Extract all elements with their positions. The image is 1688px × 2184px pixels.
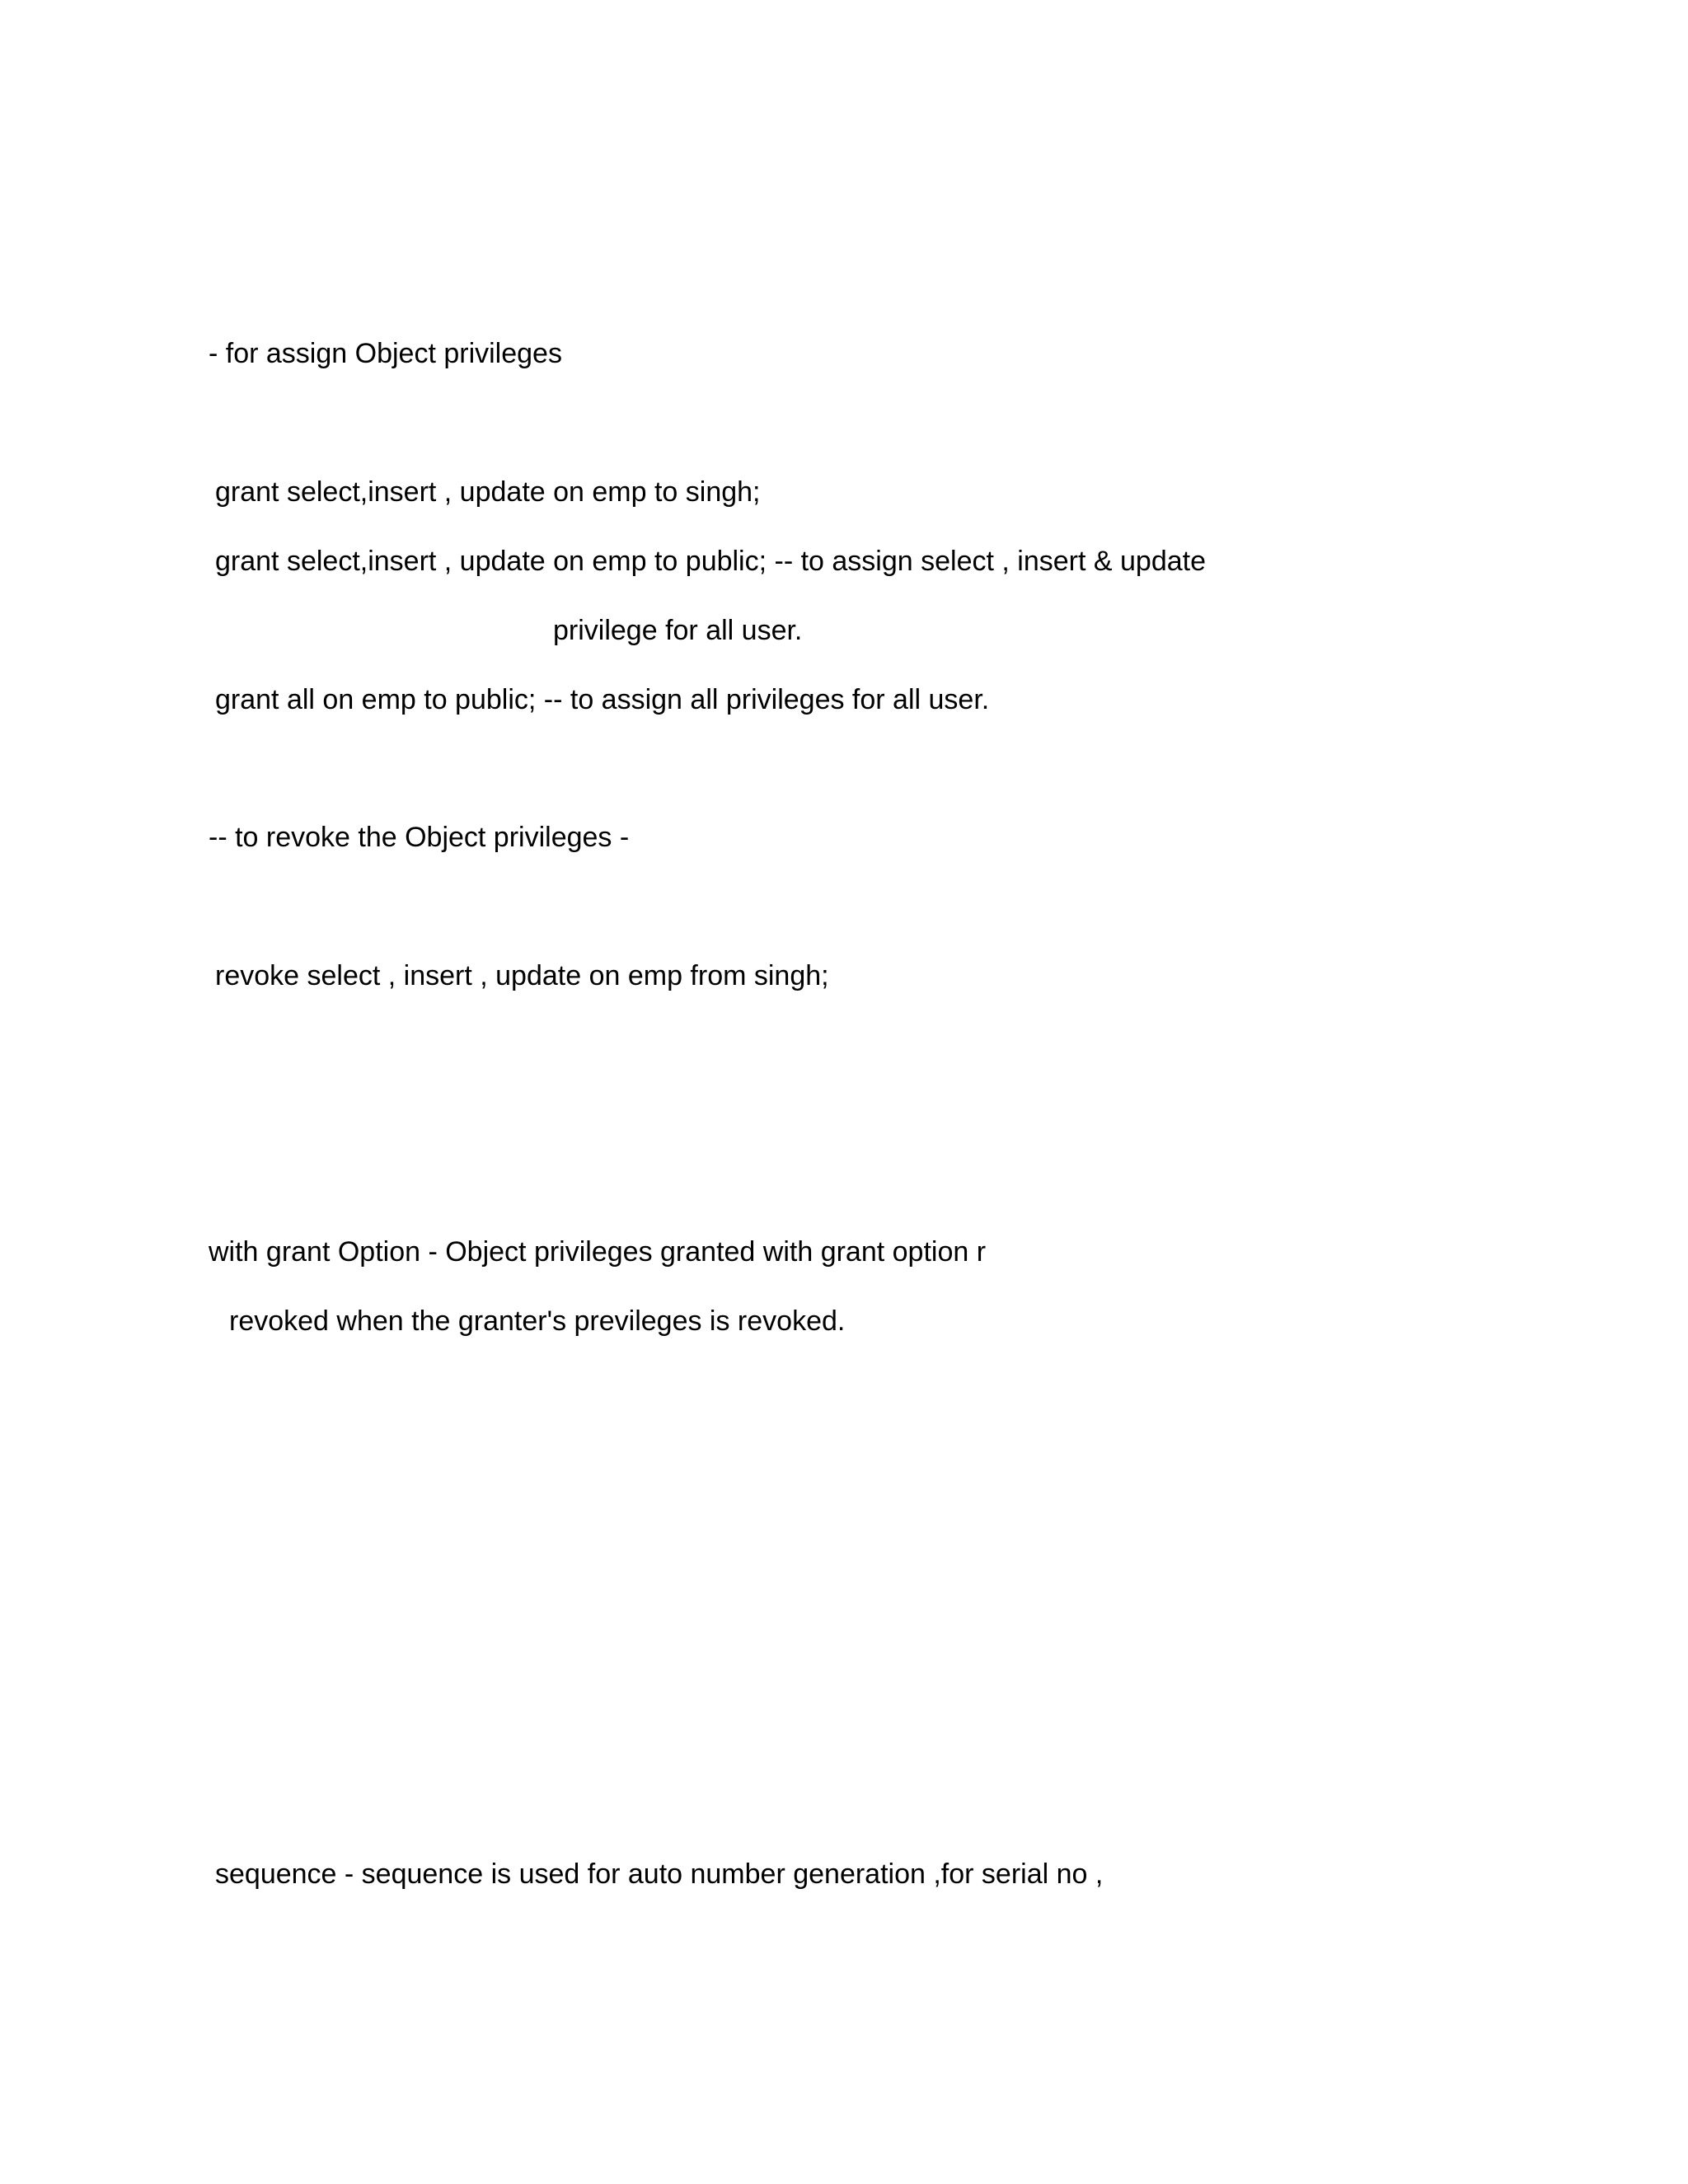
heading-revoke-object-privileges: -- to revoke the Object privileges - bbox=[209, 822, 630, 853]
code-line-grant-singh: grant select,insert , update on emp to singh; bbox=[215, 476, 761, 508]
code-line-grant-all: grant all on emp to public; -- to assign all privileges for all user. bbox=[215, 684, 990, 715]
code-line-grant-public-continuation: privilege for all user. bbox=[553, 615, 803, 646]
paragraph-with-grant-option: with grant Option - Object privileges granted with grant option r bbox=[209, 1236, 987, 1268]
heading-assign-object-privileges: - for assign Object privileges bbox=[209, 338, 562, 369]
paragraph-sequence: sequence - sequence is used for auto number generation ,for serial no , bbox=[215, 1858, 1104, 1890]
code-line-revoke-singh: revoke select , insert , update on emp from singh; bbox=[215, 960, 829, 991]
code-line-grant-public: grant select,insert , update on emp to public; -- to assign select , insert & update bbox=[215, 546, 1206, 577]
paragraph-with-grant-option-continuation: revoked when the granter's previleges is revoked. bbox=[229, 1305, 846, 1337]
